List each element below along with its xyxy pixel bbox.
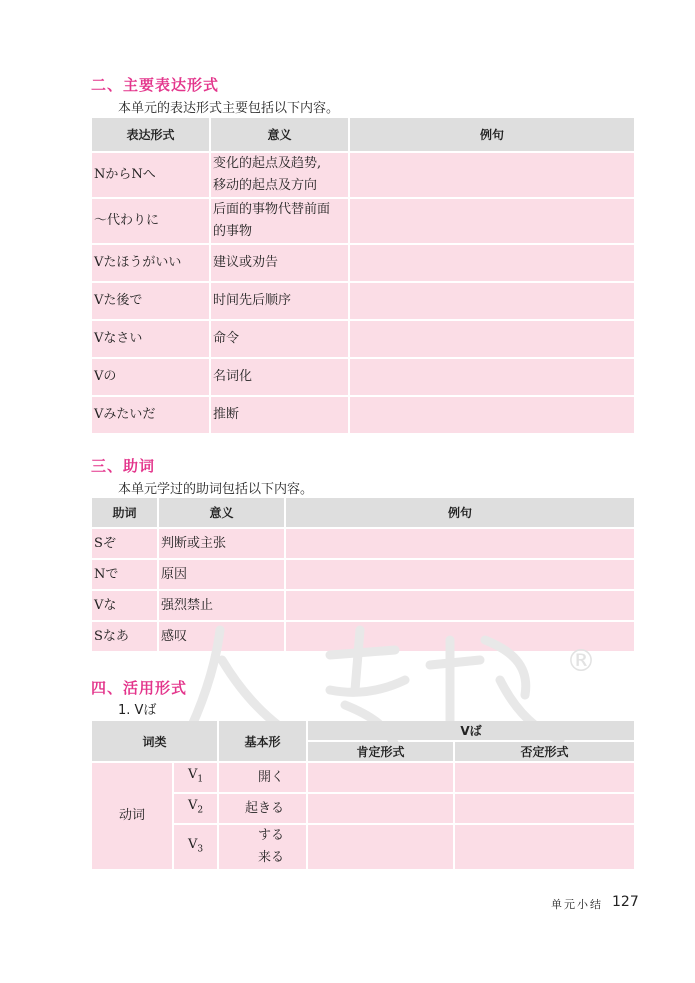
header-particle: 助词	[92, 498, 157, 527]
table-row	[92, 763, 634, 792]
category-cell: 动词	[92, 763, 172, 869]
example-cell[interactable]	[286, 591, 634, 620]
conjugation-table	[90, 719, 636, 871]
table-row	[92, 153, 634, 197]
example-cell[interactable]	[286, 529, 634, 558]
header-negative: 否定形式	[455, 742, 634, 761]
header-example: 例句	[350, 118, 634, 151]
particle-cell: Nで	[92, 560, 157, 589]
section-2-intro: 本单元的表达形式主要包括以下内容。	[118, 101, 340, 116]
positive-form-cell[interactable]	[308, 825, 453, 869]
example-cell[interactable]	[350, 283, 634, 319]
base-form-cell: する 来る	[219, 825, 306, 869]
table-row	[92, 529, 634, 558]
footer-section-label: 单元小结	[551, 898, 603, 911]
example-cell[interactable]	[350, 359, 634, 395]
base-form-cell: 起きる	[219, 794, 306, 823]
section-4-title: 四、活用形式	[91, 679, 188, 697]
negative-form-cell[interactable]	[455, 763, 634, 792]
table-row	[92, 591, 634, 620]
header-meaning: 意义	[159, 498, 284, 527]
header-example: 例句	[286, 498, 634, 527]
meaning-cell: 变化的起点及趋势, 移动的起点及方向	[211, 153, 348, 197]
meaning-cell: 强烈禁止	[159, 591, 284, 620]
table-row	[92, 245, 634, 281]
page-number: 127	[612, 894, 639, 910]
table-row	[92, 825, 634, 869]
expression-cell: Vみたいだ	[92, 397, 209, 433]
expression-cell: Vの	[92, 359, 209, 395]
table-row	[92, 622, 634, 651]
table-row	[92, 283, 634, 319]
positive-form-cell[interactable]	[308, 763, 453, 792]
negative-form-cell[interactable]	[455, 825, 634, 869]
verb-group-cell: $V_2$	[174, 794, 217, 823]
header-expression: 表达形式	[92, 118, 209, 151]
header-positive: 肯定形式	[308, 742, 453, 761]
example-cell[interactable]	[350, 153, 634, 197]
table-row	[92, 321, 634, 357]
meaning-cell: 建议或劝告	[211, 245, 348, 281]
meaning-cell: 感叹	[159, 622, 284, 651]
positive-form-cell[interactable]	[308, 794, 453, 823]
meaning-cell: 推断	[211, 397, 348, 433]
header-meaning: 意义	[211, 118, 348, 151]
table-row	[92, 359, 634, 395]
section-3-title: 三、助词	[91, 457, 156, 475]
meaning-cell: 后面的事物代替前面 的事物	[211, 199, 348, 243]
particle-cell: Vな	[92, 591, 157, 620]
header-ba-form: Vば	[308, 721, 634, 740]
example-cell[interactable]	[350, 321, 634, 357]
meaning-cell: 时间先后顺序	[211, 283, 348, 319]
meaning-cell: 名词化	[211, 359, 348, 395]
meaning-cell: 命令	[211, 321, 348, 357]
particle-cell: Sぞ	[92, 529, 157, 558]
header-category: 词类	[92, 721, 217, 761]
header-base: 基本形	[219, 721, 306, 761]
expression-cell: Vなさい	[92, 321, 209, 357]
base-form-cell: 開く	[219, 763, 306, 792]
section-3-intro: 本单元学过的助词包括以下内容。	[118, 482, 314, 497]
verb-group-cell: $V_3$	[174, 825, 217, 869]
example-cell[interactable]	[350, 199, 634, 243]
meaning-cell: 判断或主张	[159, 529, 284, 558]
negative-form-cell[interactable]	[455, 794, 634, 823]
registered-mark: ®	[566, 644, 596, 679]
meaning-cell: 原因	[159, 560, 284, 589]
particle-cell: Sなあ	[92, 622, 157, 651]
example-cell[interactable]	[350, 245, 634, 281]
expression-cell: NからNへ	[92, 153, 209, 197]
table-row	[92, 397, 634, 433]
particle-table	[90, 496, 636, 653]
expression-cell: Vたほうがいい	[92, 245, 209, 281]
table-row	[92, 199, 634, 243]
expression-cell: ～代わりに	[92, 199, 209, 243]
table-row	[92, 560, 634, 589]
expression-cell: Vた後で	[92, 283, 209, 319]
expression-table	[90, 116, 636, 435]
subsection-title: 1. Vば	[118, 703, 157, 718]
table-row	[92, 794, 634, 823]
example-cell[interactable]	[350, 397, 634, 433]
section-2-title: 二、主要表达形式	[91, 76, 220, 94]
verb-group-cell: $V_1$	[174, 763, 217, 792]
example-cell[interactable]	[286, 560, 634, 589]
